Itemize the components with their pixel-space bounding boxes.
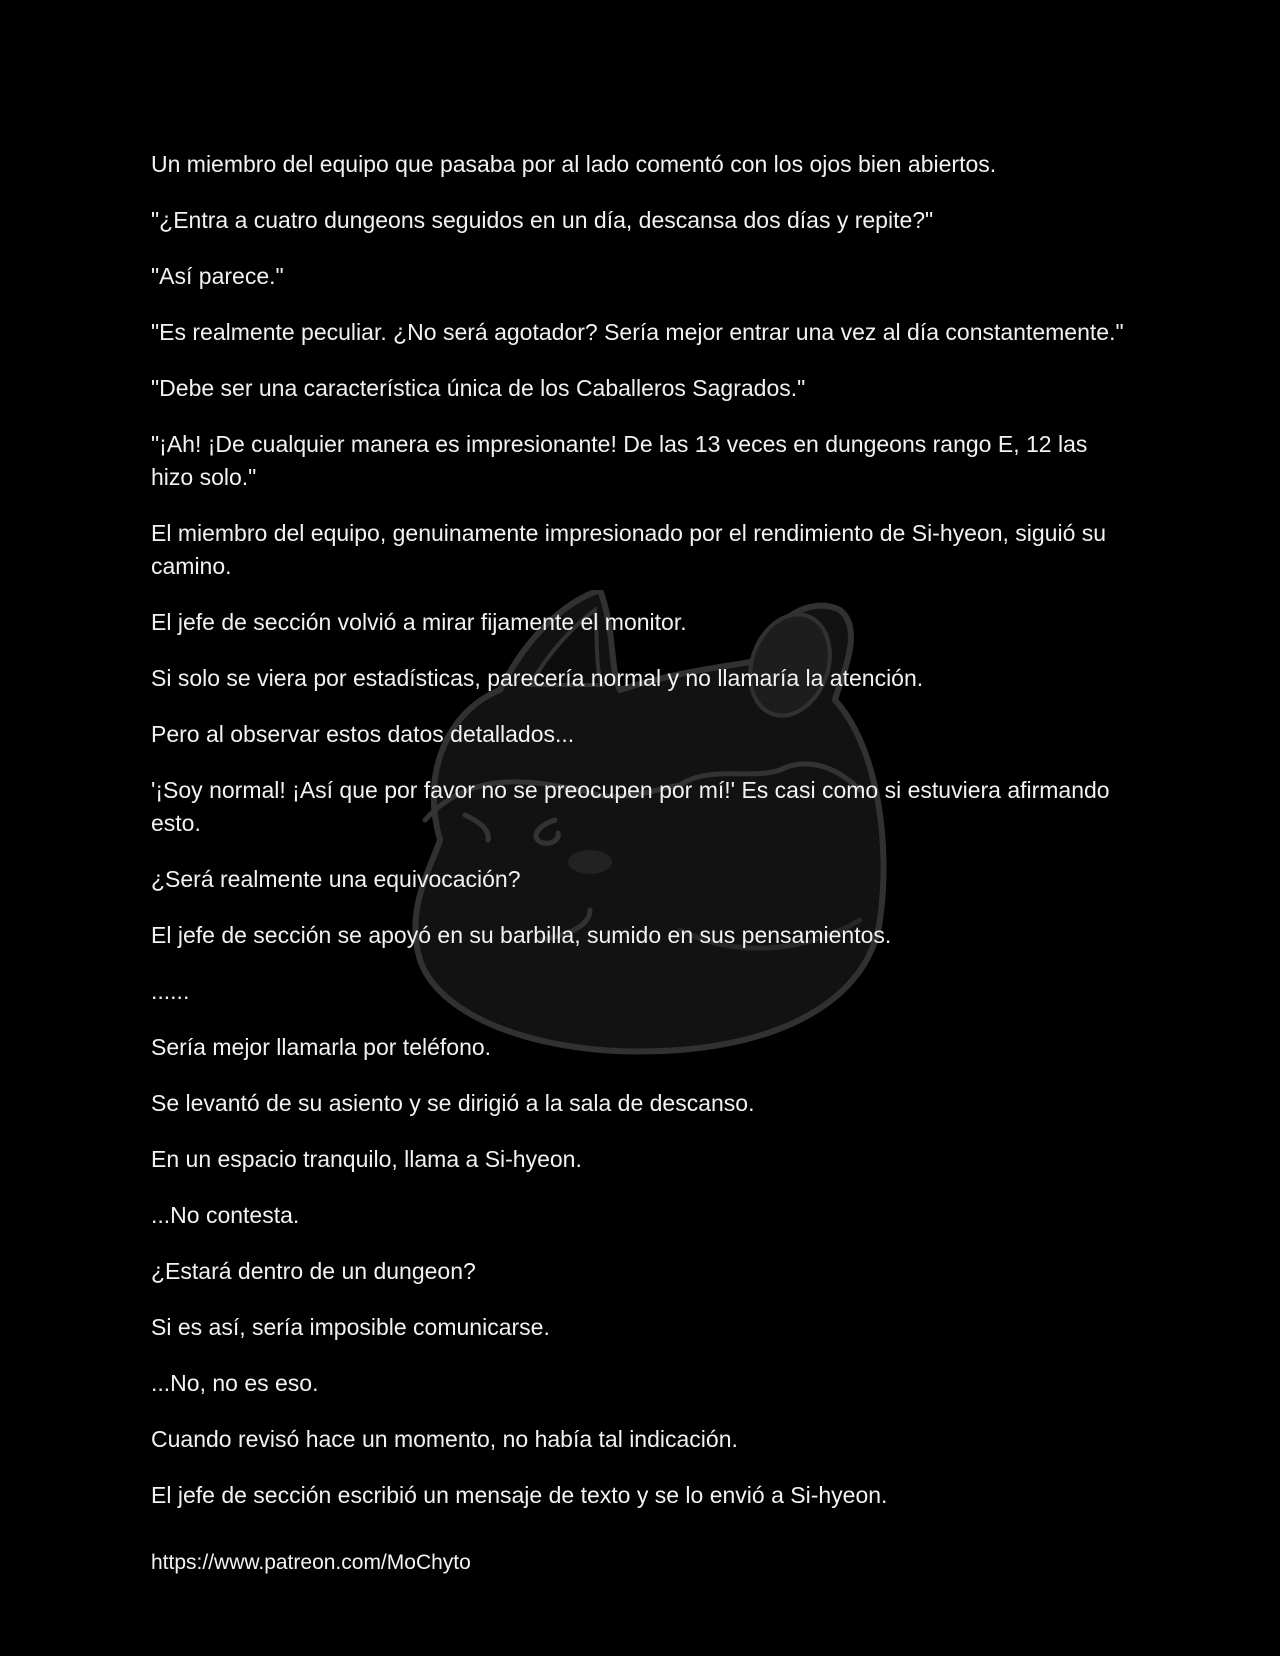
paragraph: Sería mejor llamarla por teléfono. xyxy=(151,1034,492,1060)
paragraph: ...No, no es eso. xyxy=(151,1370,319,1396)
paragraph: "¡Ah! ¡De cualquier manera es impresionante! De las 13 veces en dungeons rango E, 12 las hizo solo." xyxy=(151,431,1088,490)
paragraph: Cuando revisó hace un momento, no había tal indicación. xyxy=(151,1426,738,1452)
paragraph: ...... xyxy=(151,978,190,1004)
paragraph: Pero al observar estos datos detallados... xyxy=(151,721,575,747)
paragraph: ...No contesta. xyxy=(151,1202,300,1228)
paragraph: ¿Será realmente una equivocación? xyxy=(151,866,521,892)
story-text xyxy=(151,148,1131,1535)
paragraph: El miembro del equipo, genuinamente impresionado por el rendimiento de Si-hyeon, siguió su camino. xyxy=(151,520,1107,579)
paragraph: El jefe de sección volvió a mirar fijamente el monitor. xyxy=(151,609,687,635)
paragraph: Un miembro del equipo que pasaba por al lado comentó con los ojos bien abiertos. xyxy=(151,151,997,177)
paragraph: Si es así, sería imposible comunicarse. xyxy=(151,1314,550,1340)
paragraph: "Así parece." xyxy=(151,263,284,289)
patreon-link[interactable]: https://www.patreon.com/MoChyto xyxy=(151,1551,471,1574)
paragraph: '¡Soy normal! ¡Así que por favor no se preocupen por mí!' Es casi como si estuviera afirmando esto. xyxy=(151,777,1110,836)
paragraph: ¿Estará dentro de un dungeon? xyxy=(151,1258,476,1284)
paragraph: Se levantó de su asiento y se dirigió a la sala de descanso. xyxy=(151,1090,755,1116)
paragraph: "Es realmente peculiar. ¿No será agotador? Sería mejor entrar una vez al día constantemente." xyxy=(151,319,1124,345)
paragraph: "Debe ser una característica única de los Caballeros Sagrados." xyxy=(151,375,806,401)
paragraph: El jefe de sección se apoyó en su barbilla, sumido en sus pensamientos. xyxy=(151,922,892,948)
paragraph: En un espacio tranquilo, llama a Si-hyeon. xyxy=(151,1146,582,1172)
paragraph: "¿Entra a cuatro dungeons seguidos en un día, descansa dos días y repite?" xyxy=(151,207,934,233)
paragraph: El jefe de sección escribió un mensaje de texto y se lo envió a Si-hyeon. xyxy=(151,1482,888,1508)
paragraph: Si solo se viera por estadísticas, parecería normal y no llamaría la atención. xyxy=(151,665,924,691)
